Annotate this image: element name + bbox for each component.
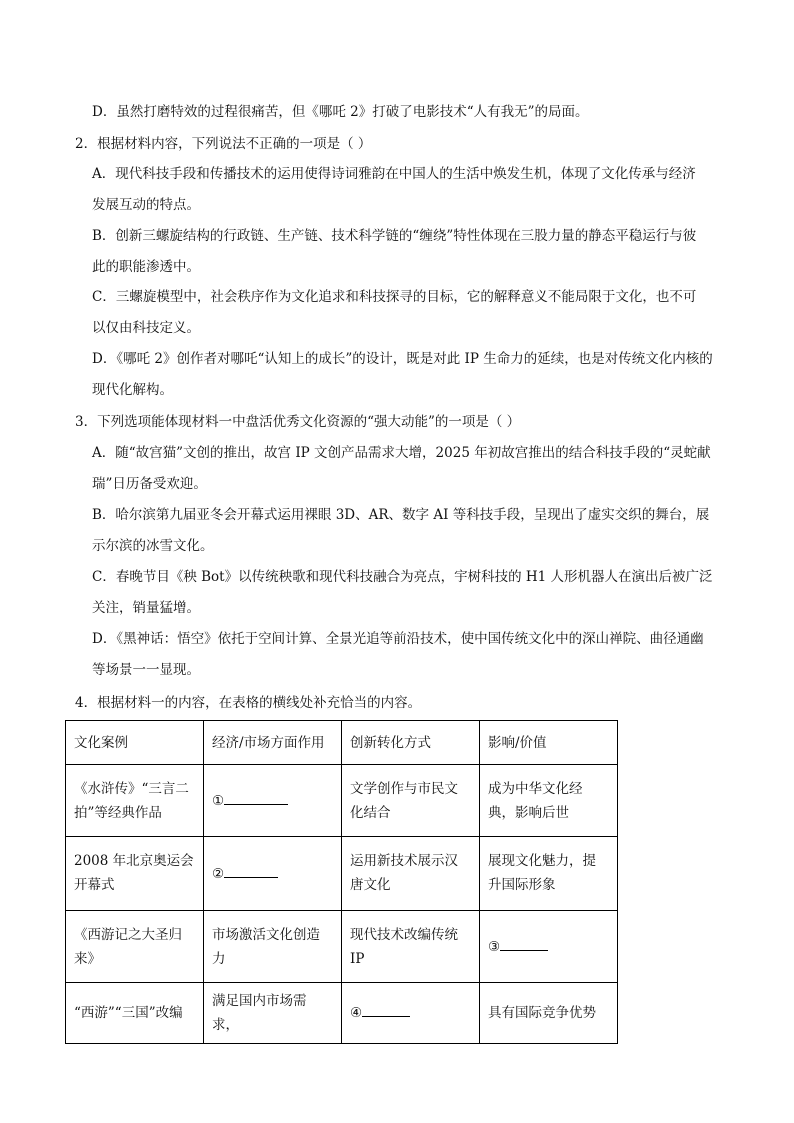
answer-option-continuation: 示尔滨的冰雪文化。 <box>92 538 214 554</box>
table-cell: 成为中华文化经典，影响后世 <box>480 765 618 837</box>
answer-option: D．《黑神话：悟空》依托于空间计算、全景光追等前沿技术，使中国传统文化中的深山禅院、曲径通幽 <box>92 631 704 647</box>
table-cell: 《水浒传》“三言二拍”等经典作品 <box>66 765 204 837</box>
answer-option-continuation: 现代化解构。 <box>92 382 173 398</box>
answer-blank-3[interactable]: ③ <box>480 911 618 983</box>
question-stem: 4．根据材料一的内容，在表格的横线处补充恰当的内容。 <box>75 695 422 711</box>
table-cell: 运用新技术展示汉唐文化 <box>342 837 480 911</box>
table-row <box>66 837 618 911</box>
table-cell: 满足国内市场需求， <box>204 983 342 1044</box>
table-cell: 2008 年北京奥运会开幕式 <box>66 837 204 911</box>
answer-option-continuation: 瑞”日历备受欢迎。 <box>92 476 207 492</box>
answer-option: A．现代科技手段和传播技术的运用使得诗词雅韵在中国人的生活中焕发生机，体现了文化传承与经济 <box>92 166 696 182</box>
answer-option-continuation: 等场景一一显现。 <box>92 662 200 678</box>
table-cell: 文学创作与市民文化结合 <box>342 765 480 837</box>
table-cell: 市场激活文化创造力 <box>204 911 342 983</box>
answer-option: A．随“故宫猫”文创的推出，故宫 IP 文创产品需求大增，2025 年初故宫推出的结合科技手段的“灵蛇献 <box>92 445 711 461</box>
answer-option-continuation: 关注，销量猛增。 <box>92 600 200 616</box>
answer-option-continuation: 发展互动的特点。 <box>92 197 200 213</box>
table-header-row <box>66 721 618 765</box>
table-row <box>66 911 618 983</box>
table-cell: 具有国际竞争优势 <box>480 983 618 1044</box>
answer-blank-4[interactable]: ④ <box>342 983 480 1044</box>
answer-option: D．《哪吒 2》创作者对哪吒“认知上的成长”的设计，既是对此 IP 生命力的延续，也是对传统文化内核的 <box>92 351 713 367</box>
question-stem: 2．根据材料内容，下列说法不正确的一项是（ ） <box>75 136 372 152</box>
answer-option-continuation: 此的职能渗透中。 <box>92 259 200 275</box>
table-header-cell: 经济/市场方面作用 <box>204 721 342 765</box>
answer-option: C．三螺旋模型中，社会秩序作为文化追求和科技探寻的目标，它的解释意义不能局限于文化，也不可 <box>92 289 697 305</box>
table-header-cell: 文化案例 <box>66 721 204 765</box>
table-cell: “西游”“三国”改编 <box>66 983 204 1044</box>
table-cell: 现代技术改编传统 IP <box>342 911 480 983</box>
answer-blank-1[interactable]: ① <box>204 765 342 837</box>
question-stem: 3．下列选项能体现材料一中盘活优秀文化资源的“强大动能”的一项是（ ） <box>75 414 521 430</box>
answer-option: D．虽然打磨特效的过程很痛苦，但《哪吒 2》打破了电影技术“人有我无”的局面。 <box>92 104 589 120</box>
answer-option-continuation: 以仅由科技定义。 <box>92 320 200 336</box>
table-row <box>66 765 618 837</box>
table-row <box>66 983 618 1044</box>
table-cell: 《西游记之大圣归来》 <box>66 911 204 983</box>
answer-blank-2[interactable]: ② <box>204 837 342 911</box>
answer-option: B．创新三螺旋结构的行政链、生产链、技术科学链的“缠绕”特性体现在三股力量的静态平稳运行与彼 <box>92 228 697 244</box>
answer-table <box>65 720 618 1044</box>
table-header-cell: 影响/价值 <box>480 721 618 765</box>
table-header-cell: 创新转化方式 <box>342 721 480 765</box>
answer-option: B．哈尔滨第九届亚冬会开幕式运用裸眼 3D、AR、数字 AI 等科技手段，呈现出了虚实交织的舞台，展 <box>92 507 710 523</box>
answer-option: C．春晚节目《秧 Bot》以传统秧歌和现代科技融合为亮点，宇树科技的 H1 人形机器人在演出后被广泛 <box>92 569 713 585</box>
table-cell: 展现文化魅力，提升国际形象 <box>480 837 618 911</box>
